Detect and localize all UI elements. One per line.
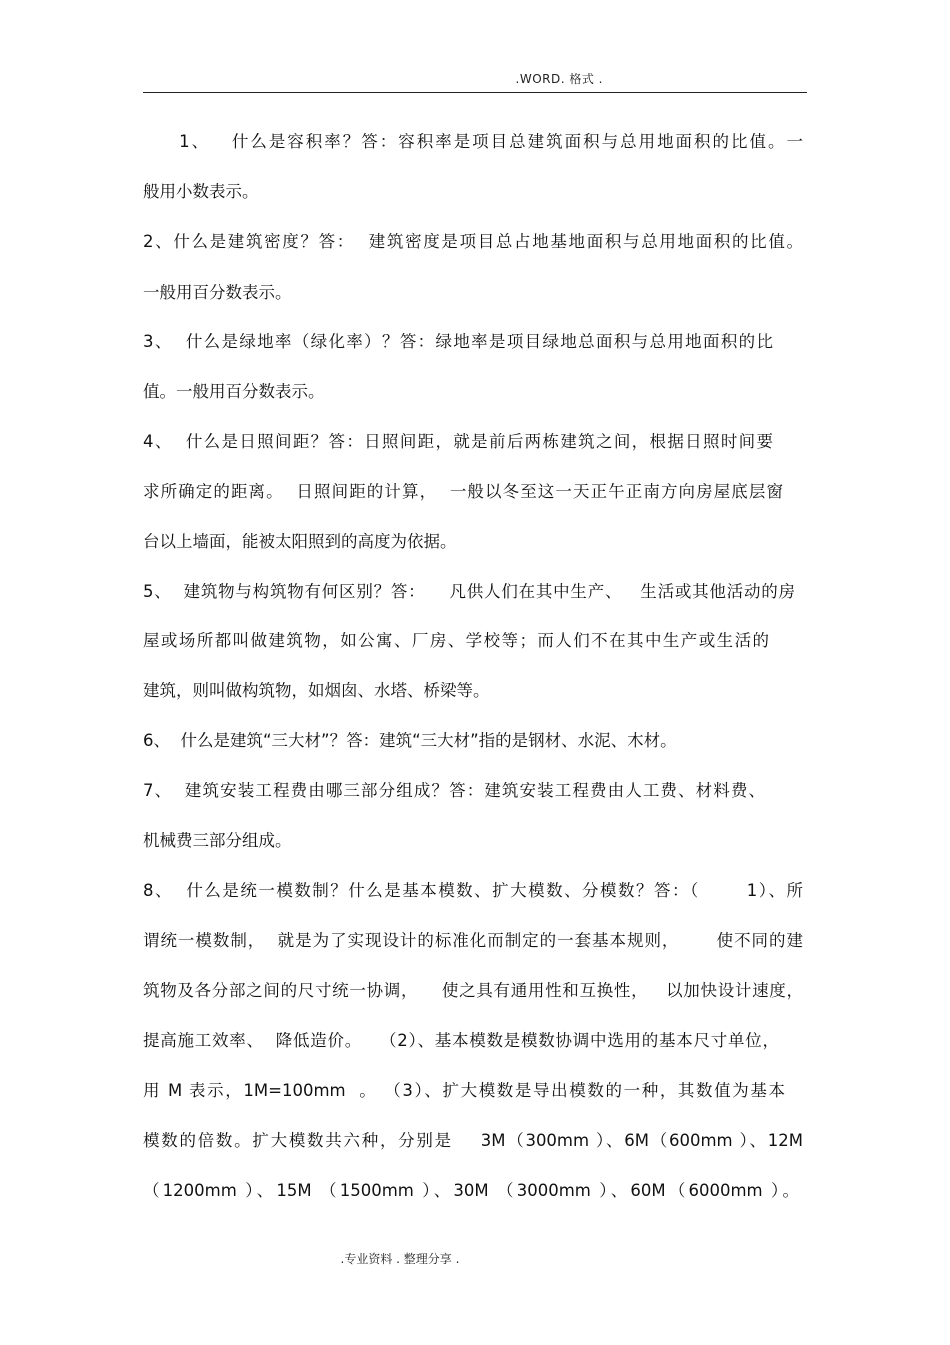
paragraph-line: 一般用百分数表示。 [143,283,292,302]
paragraph-line: 2、什么是建筑密度？答： 建筑密度是项目总占地基地面积与总用地面积的比值。 [143,232,803,251]
paragraph-line: （1200mm ）、15M （1500mm ）、30M （3000mm ）、60M（6000mm ）。 [143,1181,799,1200]
page-header [143,68,807,93]
paragraph-line: 台以上墙面，能被太阳照到的高度为依据。 [143,532,457,551]
page-footer: .专业资料 . 整理分享 . [340,1252,460,1266]
paragraph-line: 机械费三部分组成。 [143,831,292,850]
paragraph-line: 筑物及各分部之间的尺寸统一协调， 使之具有通用性和互换性， 以加快设计速度， [143,981,803,1000]
paragraph-line: 用 M 表示，1M=100mm 。 （3）、扩大模数是导出模数的一种，其数值为基本 [143,1081,785,1100]
paragraph-line: 8、 什么是统一模数制？什么是基本模数、扩大模数、分模数？答：（ 1）、所 [143,881,803,900]
paragraph-line: 屋或场所都叫做建筑物，如公寓、厂房、学校等；而人们不在其中生产或生活的 [143,631,769,650]
paragraph-line: 5、 建筑物与构筑物有何区别？答： 凡供人们在其中生产、 生活或其他活动的房 [143,582,795,601]
paragraph-line: 般用小数表示。 [143,182,259,201]
paragraph-line: 值。一般用百分数表示。 [143,382,325,401]
paragraph-line: 提高施工效率、 降低造价。 （2）、基本模数是模数协调中选用的基本尺寸单位， [143,1031,779,1050]
header-text: .WORD. 格式 . [515,72,603,86]
paragraph-line: 1、 什么是容积率？答：容积率是项目总建筑面积与总用地面积的比值。一 [143,132,803,151]
paragraph-line: 7、 建筑安装工程费由哪三部分组成？答：建筑安装工程费由人工费、材料费、 [143,781,765,800]
paragraph-line: 6、 什么是建筑“三大材”？答：建筑“三大材”指的是钢材、水泥、木材。 [143,731,677,750]
paragraph-line: 求所确定的距离。 日照间距的计算， 一般以冬至这一天正午正南方向房屋底层窗 [143,482,783,501]
paragraph-line: 模数的倍数。扩大模数共六种，分别是 3M（300mm ）、6M（600mm ）、12M [143,1131,803,1150]
paragraph-line: 建筑，则叫做构筑物，如烟囱、水塔、桥梁等。 [143,681,490,700]
paragraph-line: 谓统一模数制， 就是为了实现设计的标准化而制定的一套基本规则， 使不同的建 [143,931,803,950]
paragraph-line: 3、 什么是绿地率（绿化率）？答：绿地率是项目绿地总面积与总用地面积的比 [143,332,773,351]
paragraph-line: 4、 什么是日照间距？答：日照间距，就是前后两栋建筑之间，根据日照时间要 [143,432,773,451]
